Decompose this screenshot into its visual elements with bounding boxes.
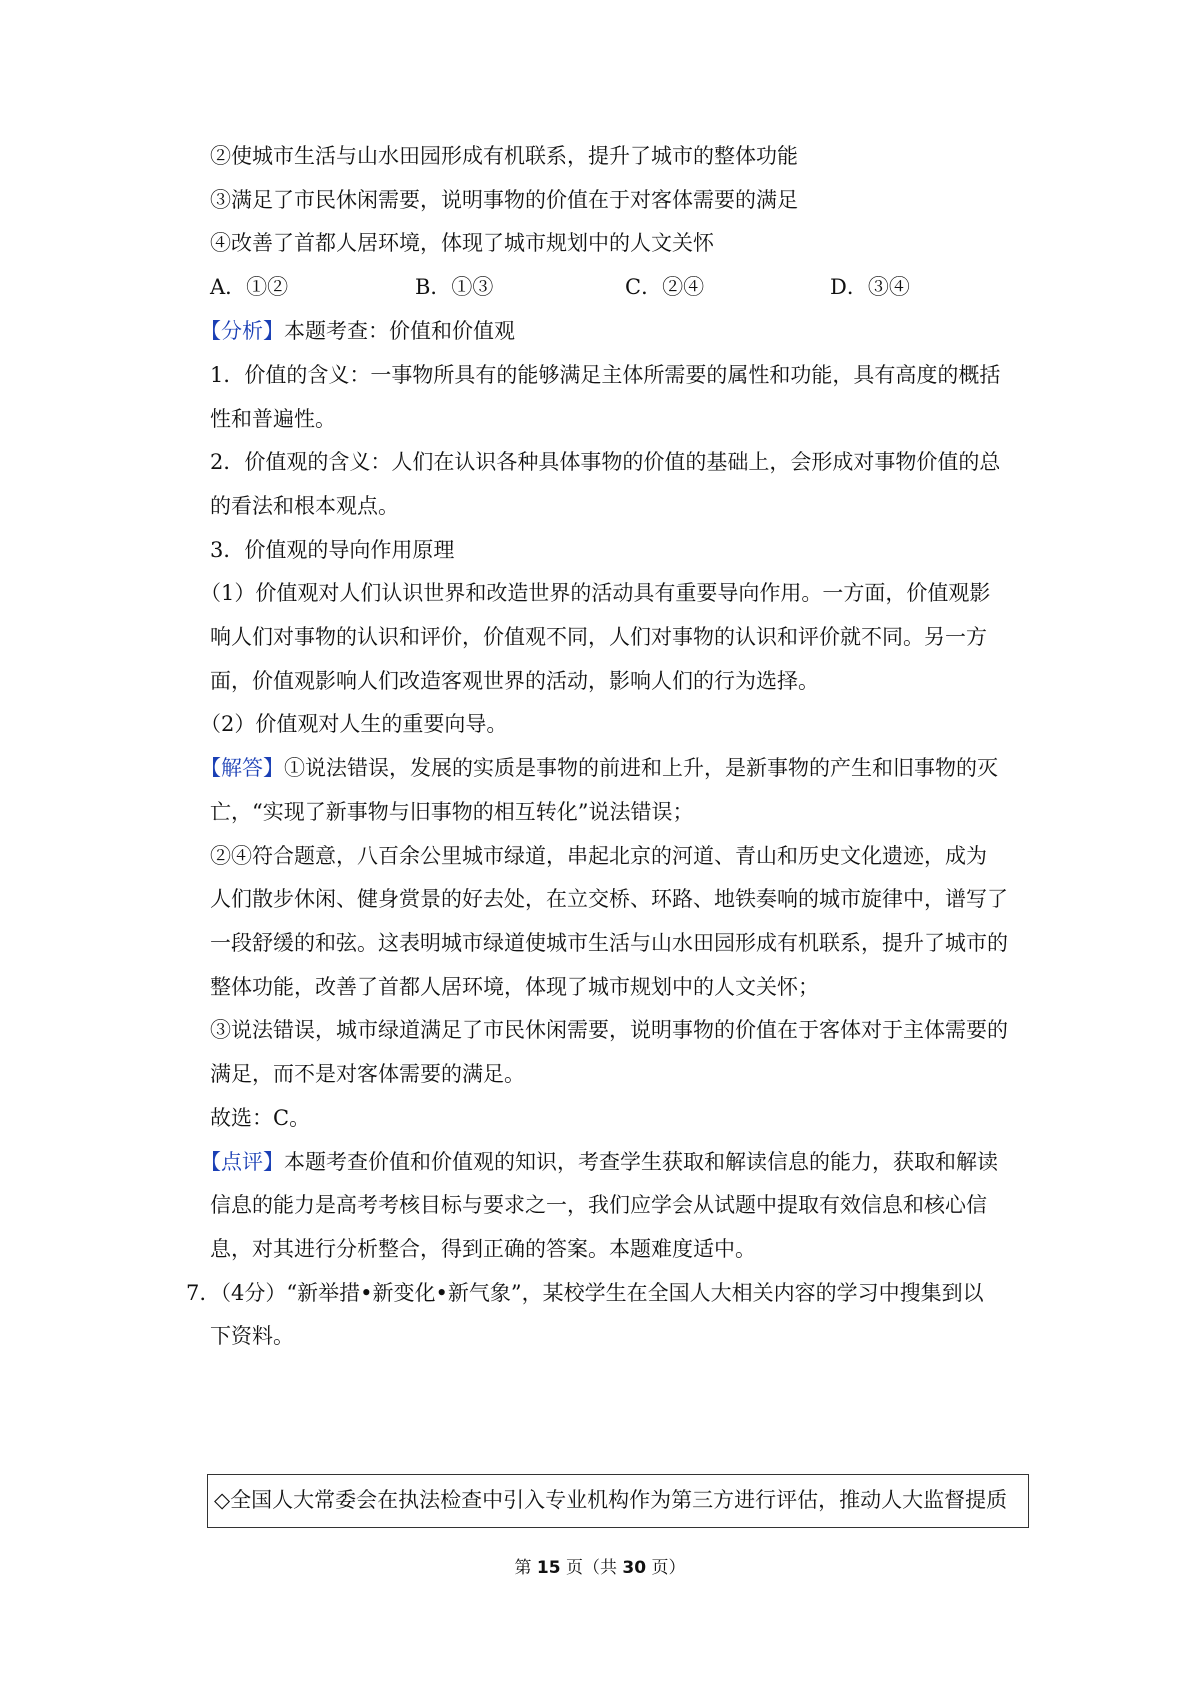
option-b: B．①③: [415, 275, 494, 299]
answer-tag: 【解答】: [200, 756, 284, 780]
analysis-line: 3．价值观的导向作用原理: [210, 538, 455, 562]
answer-line: 人们散步休闲、健身赏景的好去处，在立交桥、环路、地铁奏响的城市旋律中，谱写了: [210, 887, 1008, 911]
answer-line: ③说法错误，城市绿道满足了市民休闲需要，说明事物的价值在于客体对于主体需要的: [210, 1018, 1008, 1042]
page-number: 15: [536, 1558, 561, 1578]
analysis-line: 2．价值观的含义：人们在认识各种具体事物的价值的基础上，会形成对事物价值的总: [210, 450, 1001, 474]
statement-4: ④改善了首都人居环境，体现了城市规划中的人文关怀: [210, 231, 714, 255]
comment-line: 息，对其进行分析整合，得到正确的答案。本题难度适中。: [210, 1237, 756, 1261]
answer-heading: [200, 753, 1020, 783]
answer-line: 整体功能，改善了首都人居环境，体现了城市规划中的人文关怀；: [210, 975, 819, 999]
analysis-intro: 本题考查：价值和价值观: [284, 319, 515, 343]
analysis-line: 响人们对事物的认识和评价，价值观不同，人们对事物的认识和评价就不同。另一方: [210, 625, 987, 649]
answer-line: 一段舒缓的和弦。这表明城市绿道使城市生活与山水田园形成有机联系，提升了城市的: [210, 931, 1008, 955]
question-7-line: 下资料。: [210, 1324, 294, 1348]
page-footer: [0, 1556, 1200, 1580]
analysis-tag: 【分析】: [200, 319, 284, 343]
statement-3: ③满足了市民休闲需要，说明事物的价值在于对客体需要的满足: [210, 188, 798, 212]
analysis-heading: [200, 316, 1020, 346]
answer-line: 亡，“实现了新事物与旧事物的相互转化”说法错误；: [210, 800, 694, 824]
comment-first-line: 本题考查价值和价值观的知识，考查学生获取和解读信息的能力，获取和解读: [284, 1150, 998, 1174]
analysis-line: 的看法和根本观点。: [210, 494, 399, 518]
analysis-line: （2）价值观对人生的重要向导。: [200, 712, 508, 736]
option-a: A．①②: [210, 275, 289, 299]
option-c: C．②④: [625, 275, 705, 299]
footer-middle: 页（共: [560, 1558, 623, 1578]
analysis-line: （1）价值观对人们认识世界和改造世界的活动具有重要导向作用。一方面，价值观影: [200, 581, 991, 605]
option-d: D．③④: [830, 275, 910, 299]
material-box: [207, 1474, 1029, 1528]
answer-first-line: ①说法错误，发展的实质是事物的前进和上升，是新事物的产生和旧事物的灭: [284, 756, 998, 780]
footer-prefix: 第: [514, 1558, 537, 1578]
answer-line: 满足，而不是对客体需要的满足。: [210, 1062, 525, 1086]
comment-line: 信息的能力是高考考核目标与要求之一，我们应学会从试题中提取有效信息和核心信: [210, 1193, 987, 1217]
question-number: 7.: [186, 1281, 207, 1305]
answer-choice: 故选：C。: [210, 1106, 311, 1130]
analysis-line: 1．价值的含义：一事物所具有的能够满足主体所需要的属性和功能，具有高度的概括: [210, 363, 1001, 387]
footer-suffix: 页）: [646, 1558, 686, 1578]
answer-options: [210, 272, 1030, 302]
analysis-line: 面，价值观影响人们改造客观世界的活动，影响人们的行为选择。: [210, 669, 819, 693]
statement-2: ②使城市生活与山水田园形成有机联系，提升了城市的整体功能: [210, 144, 798, 168]
analysis-line: 性和普遍性。: [210, 407, 336, 431]
question-7-line: （4分）“新举措•新变化•新气象”，某校学生在全国人大相关内容的学习中搜集到以: [210, 1281, 984, 1305]
comment-tag: 【点评】: [200, 1150, 284, 1174]
page-total: 30: [622, 1558, 647, 1578]
answer-line: ②④符合题意，八百余公里城市绿道，串起北京的河道、青山和历史文化遗迹，成为: [210, 844, 987, 868]
comment-heading: [200, 1147, 1020, 1177]
material-text: ◇全国人大常委会在执法检查中引入专业机构作为第三方进行评估，推动人大监督提质: [214, 1488, 1008, 1512]
